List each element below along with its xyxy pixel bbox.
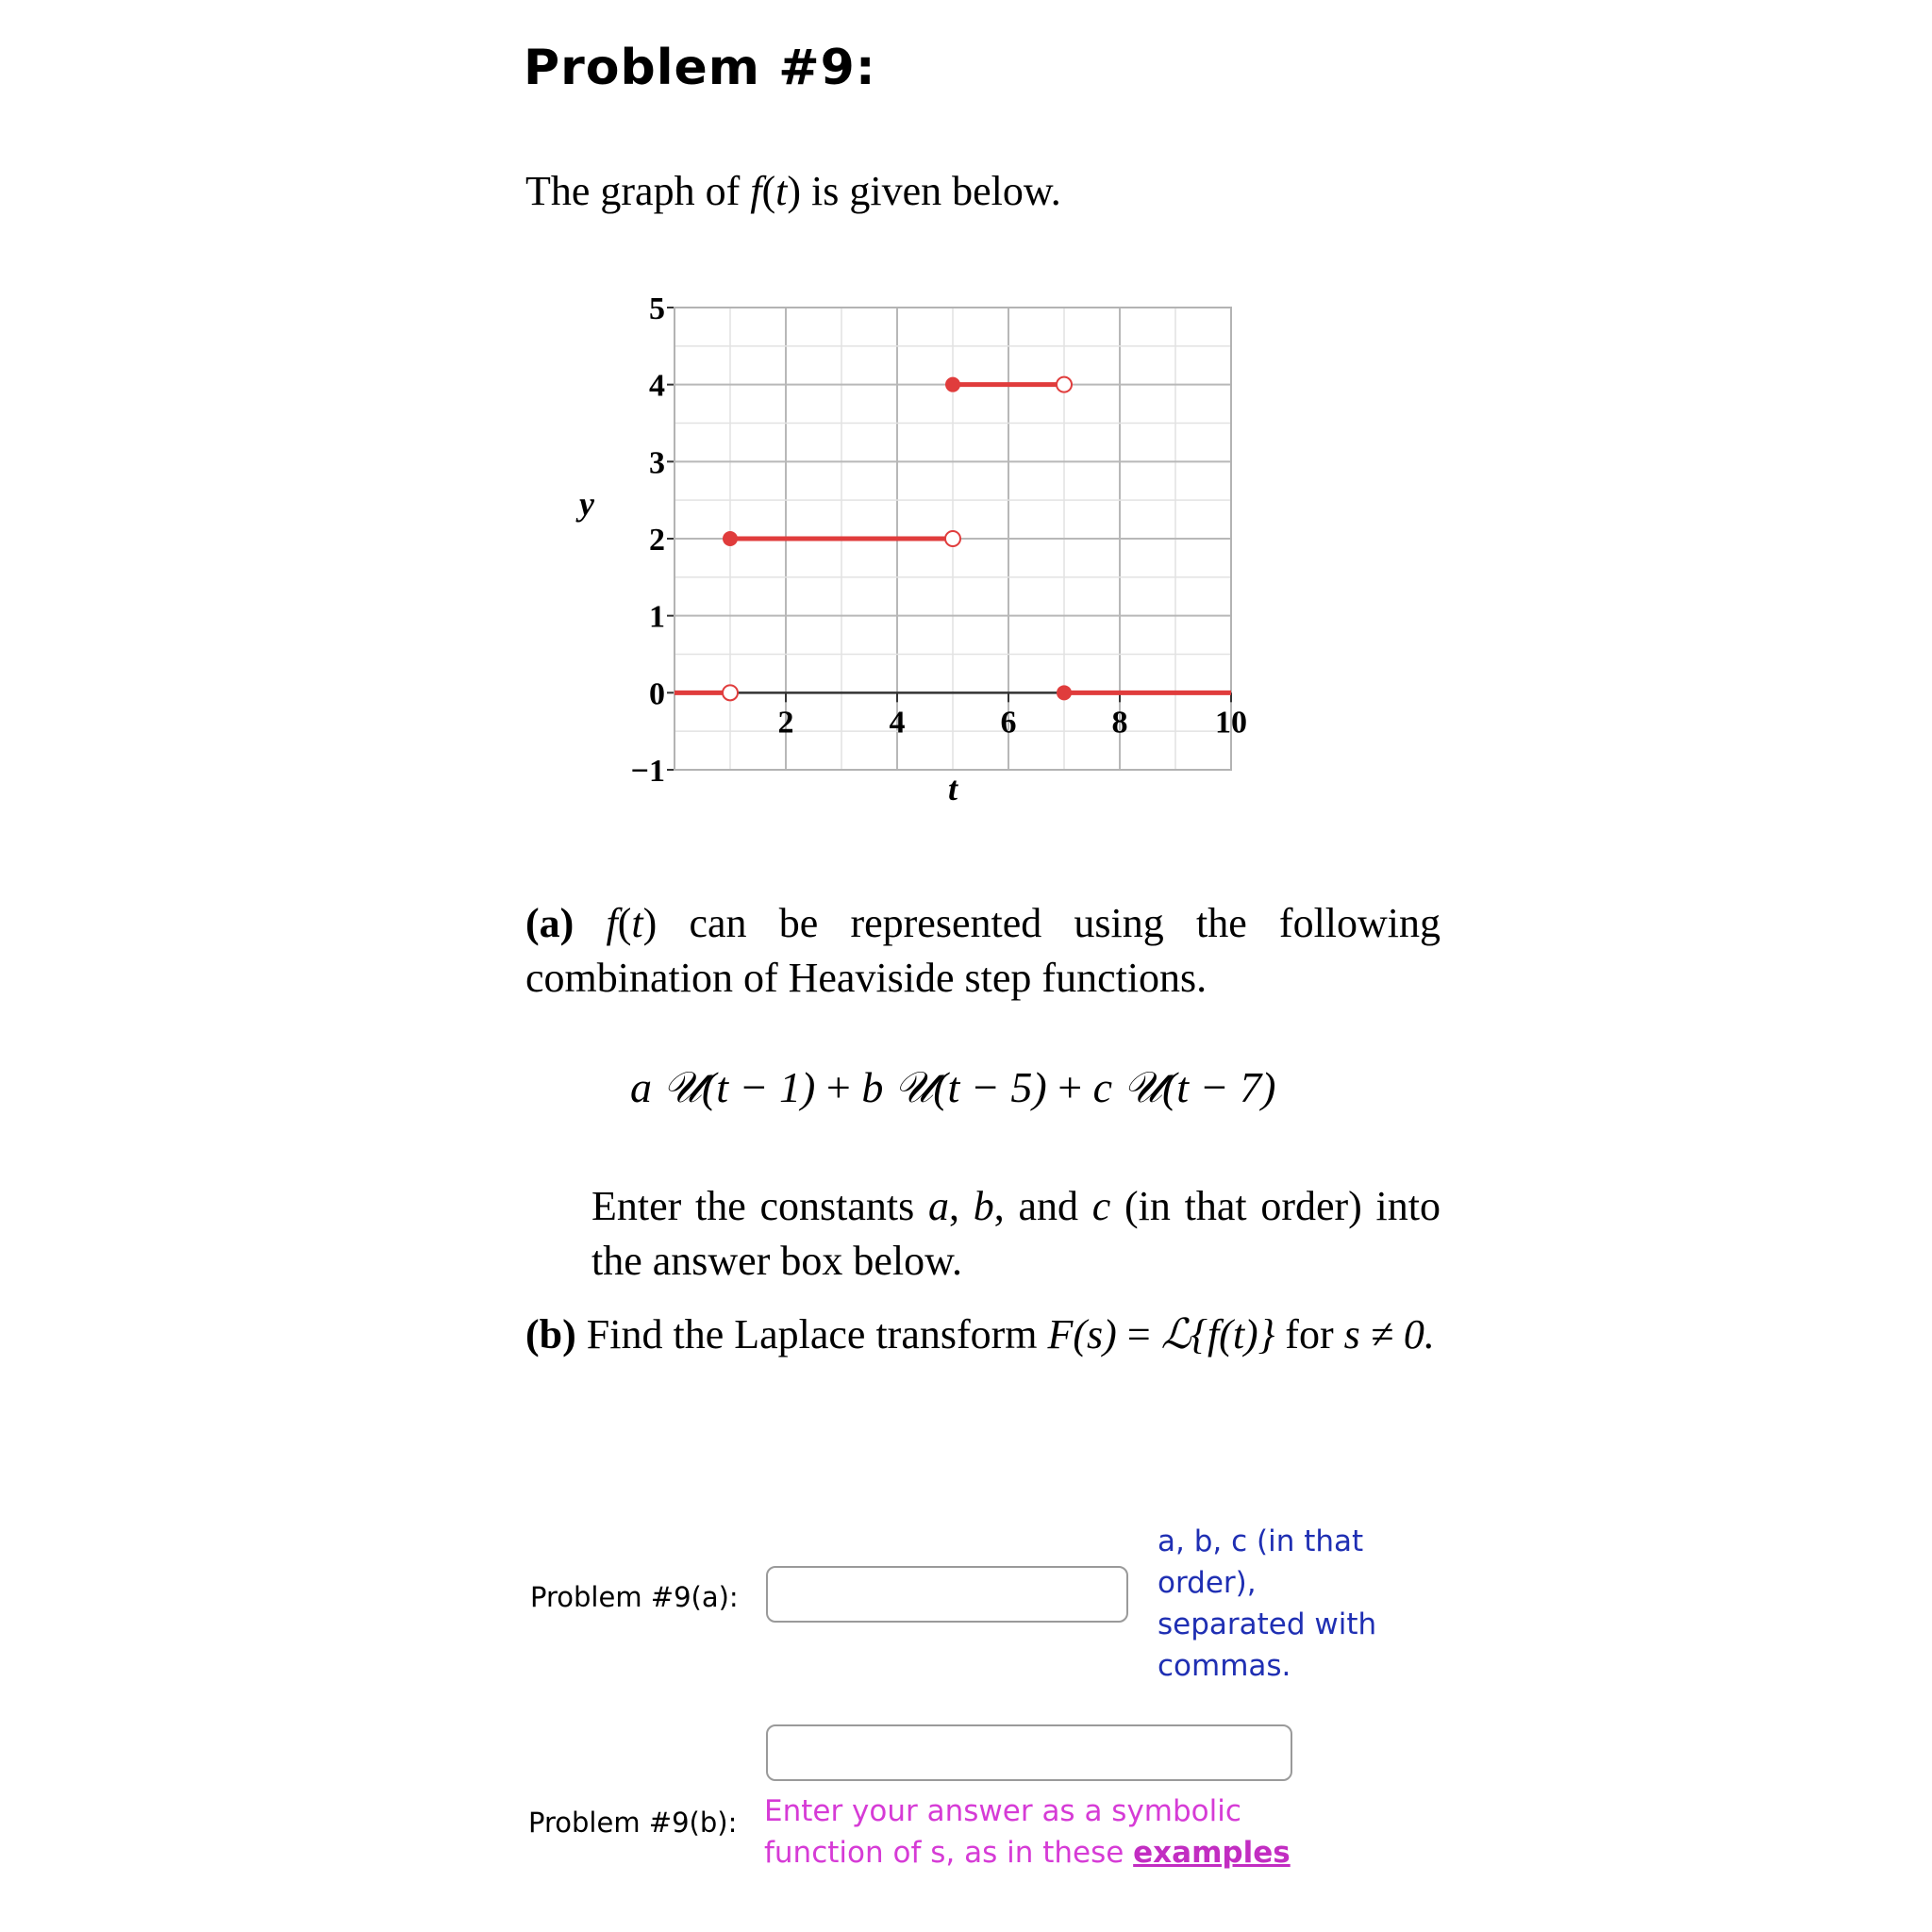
enter-and: and (1018, 1183, 1078, 1229)
x-tick-label: 8 (1111, 705, 1128, 741)
enter-c: c (1091, 1183, 1111, 1229)
answer-a-hint: a, b, c (in that order), separated with commas. (1158, 1524, 1377, 1683)
y-tick-labels (631, 291, 665, 789)
part-b-F: F(s) (1047, 1311, 1117, 1357)
part-b-cond: s ≠ 0. (1343, 1311, 1435, 1357)
formula-t2: (t − 5) (933, 1063, 1047, 1111)
y-axis-label: y (579, 485, 594, 523)
part-a-var: t (631, 900, 643, 946)
formula-plus1: + (825, 1063, 851, 1111)
heaviside-formula (630, 1060, 1275, 1115)
y-tick-label: −1 (630, 754, 665, 789)
formula-b: b (861, 1063, 884, 1111)
y-tick-label: 2 (649, 523, 665, 558)
intro-pre: The graph of (525, 168, 751, 214)
y-tick-label: 0 (649, 676, 665, 712)
part-a-text: can be represented using the following combination of Heaviside step functions. (525, 900, 1441, 1001)
part-b (525, 1307, 1441, 1362)
intro-paren-close: ) (787, 168, 802, 214)
step-function-chart (552, 283, 1250, 811)
answer-b-label: Problem #9(b): (528, 1807, 738, 1839)
enter-b: b (973, 1183, 994, 1229)
formula-t3: (t − 7) (1161, 1063, 1276, 1111)
answer-b-input[interactable] (766, 1724, 1292, 1781)
page-title: Problem #9: (524, 40, 876, 96)
y-tick-label: 5 (649, 291, 665, 326)
closed-endpoint (723, 531, 738, 546)
formula-u3: 𝒰 (1123, 1063, 1162, 1111)
enter-pre: Enter the constants (591, 1183, 915, 1229)
intro-text (525, 164, 1061, 219)
part-b-L: ℒ{f(t)} (1160, 1311, 1275, 1357)
part-a-label: (a) (525, 900, 575, 946)
formula-a: a (630, 1063, 652, 1111)
closed-endpoint (1057, 685, 1072, 700)
closed-endpoint (945, 377, 960, 392)
formula-t1: (t − 1) (701, 1063, 816, 1111)
x-axis-label: t (947, 770, 958, 808)
answer-a-label: Problem #9(a): (530, 1581, 739, 1613)
part-a-func: f (606, 900, 618, 946)
formula-u2: 𝒰 (893, 1063, 934, 1111)
part-b-text: Find the Laplace transform (586, 1311, 1038, 1357)
enter-instructions: Enter the constants a, b, and c (in that order) into the answer box below. (591, 1183, 1441, 1284)
part-b-label: (b) (525, 1311, 576, 1357)
answer-a-input[interactable] (766, 1566, 1128, 1623)
open-endpoint (1057, 377, 1072, 392)
open-endpoint (945, 531, 960, 546)
intro-post: is given below. (801, 168, 1061, 214)
answer-b-hint (764, 1790, 1292, 1874)
x-tick-label: 4 (889, 705, 906, 741)
x-tick-labels (778, 692, 1248, 740)
x-tick-label: 10 (1215, 705, 1247, 741)
part-b-eq: = (1126, 1311, 1151, 1357)
intro-paren-open: ( (761, 168, 776, 214)
intro-var: t (775, 168, 788, 214)
intro-func: f (750, 168, 762, 214)
part-b-for: for (1285, 1311, 1334, 1357)
formula-u1: 𝒰 (662, 1063, 702, 1111)
y-tick-label: 3 (649, 445, 665, 481)
formula-plus2: + (1058, 1063, 1083, 1111)
formula-c: c (1092, 1063, 1113, 1111)
y-tick-label: 4 (649, 368, 665, 404)
y-tick-label: 1 (649, 599, 665, 635)
enter-a: a (928, 1183, 949, 1229)
x-tick-label: 2 (777, 705, 794, 741)
answer-b-hint-text: Enter your answer as a symbolic function of s, as in these (764, 1794, 1241, 1870)
enter-post: (in that order) into the answer box below. (591, 1183, 1441, 1284)
examples-link[interactable]: examples (1133, 1836, 1291, 1870)
part-a: (a) f(t) can be represented using the following combination of Heaviside step functions. (525, 900, 1441, 1001)
x-tick-label: 6 (1000, 705, 1017, 741)
open-endpoint (723, 685, 738, 700)
